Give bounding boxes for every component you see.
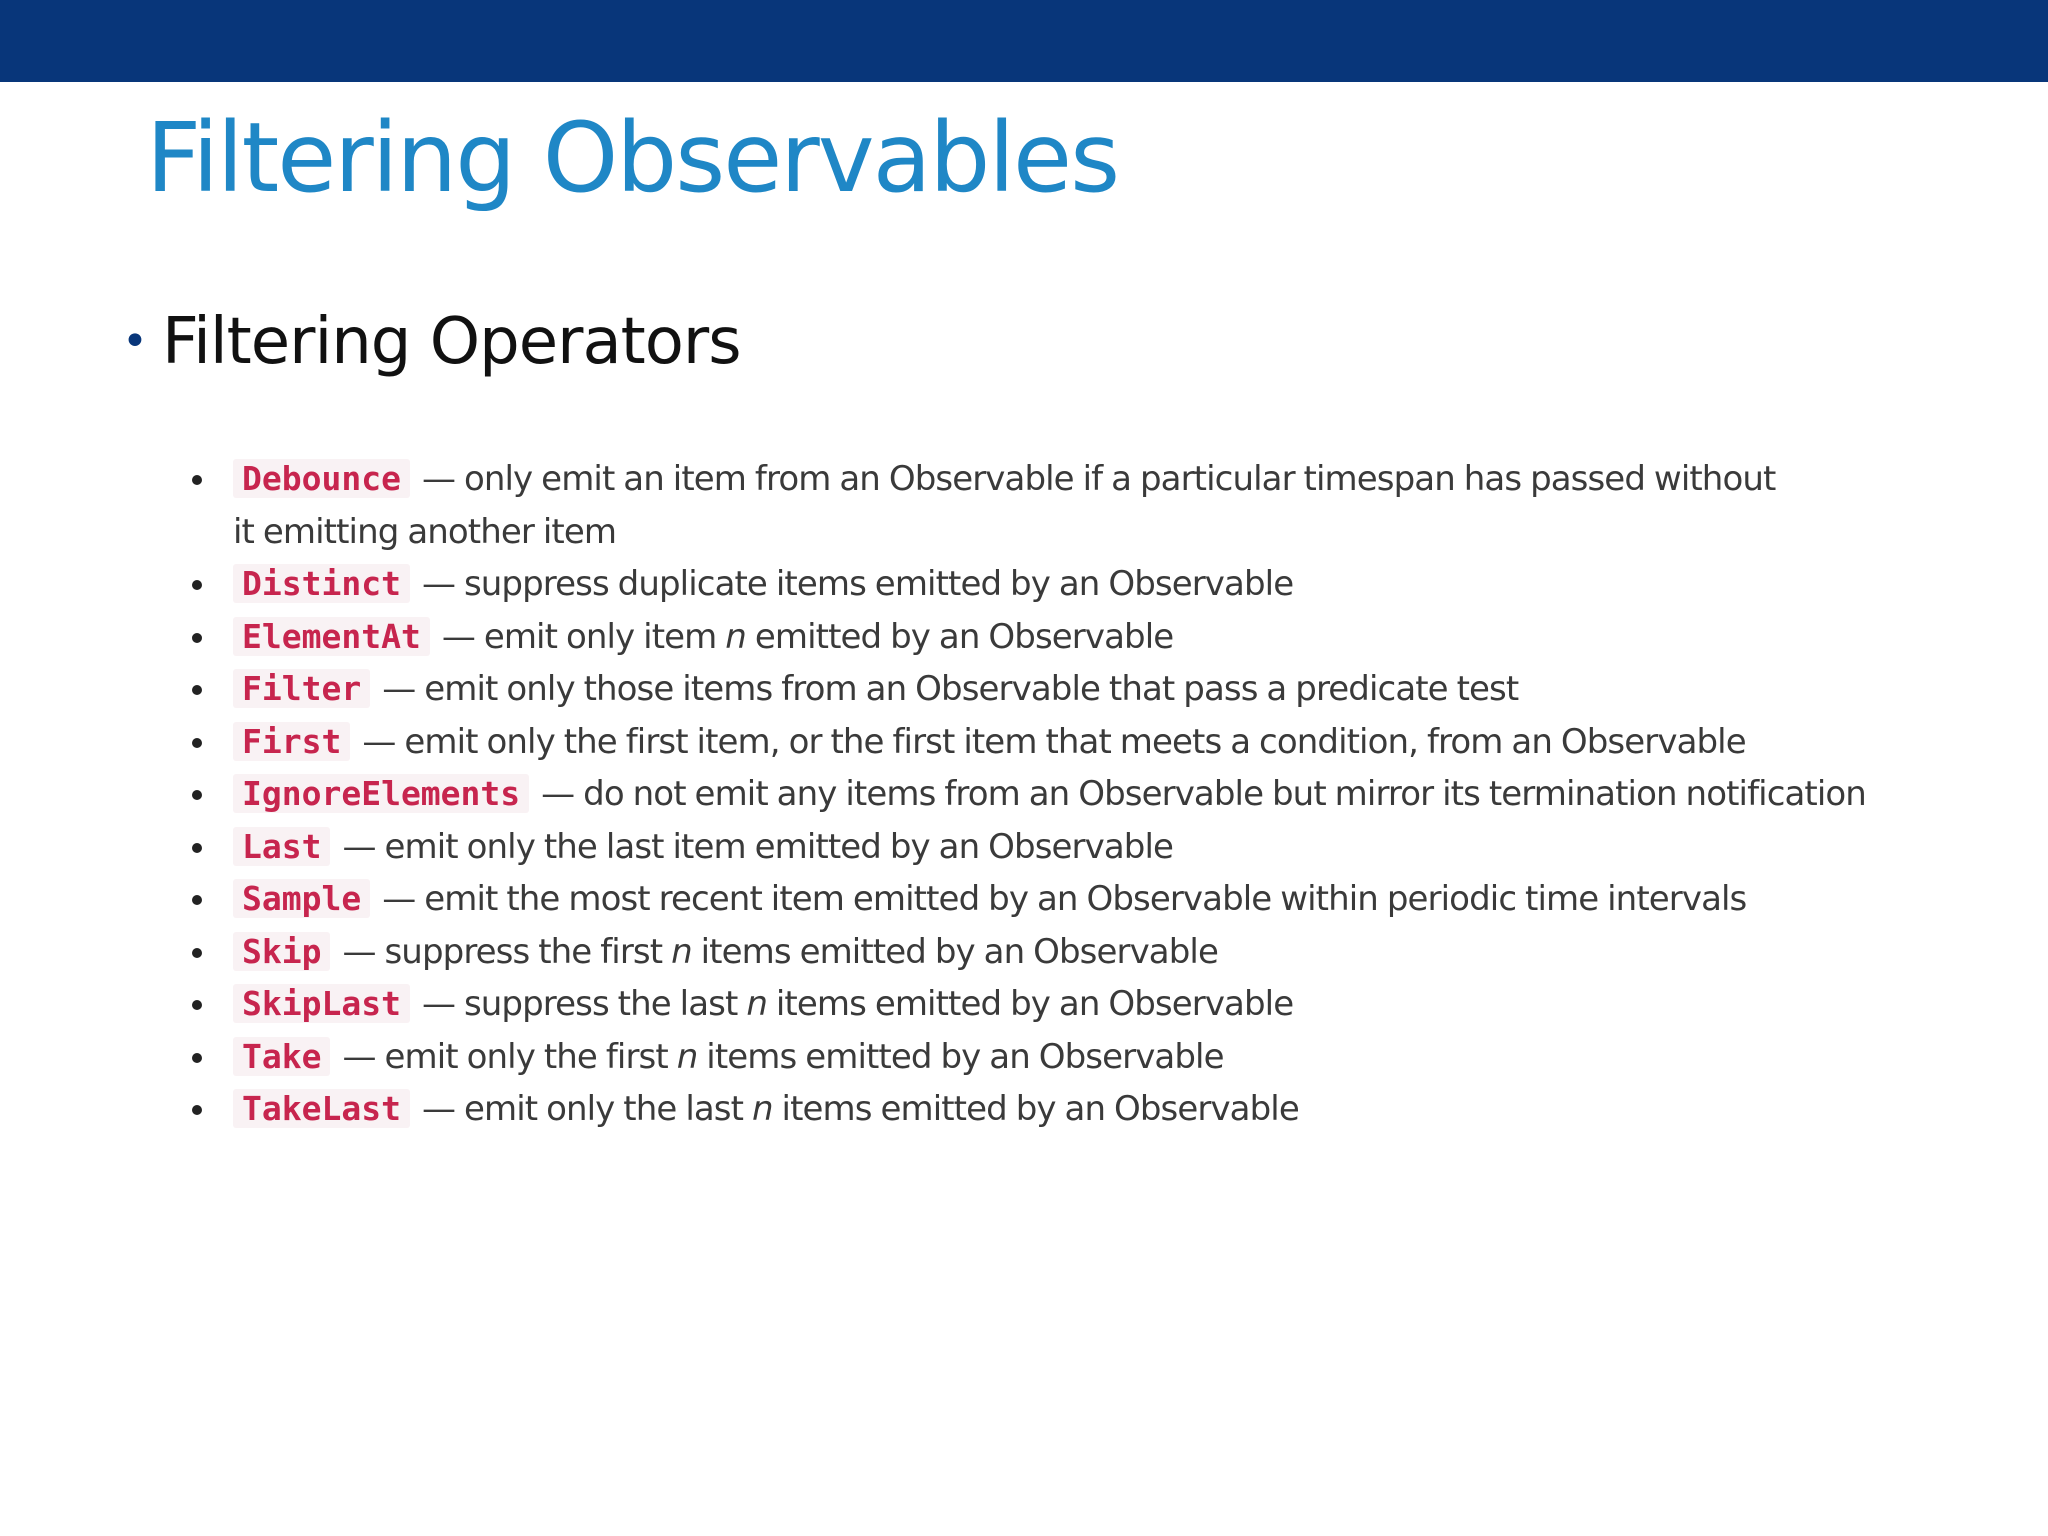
operator-item [0, 453, 2048, 558]
operator-name: ElementAt [233, 617, 430, 656]
bullet-icon [192, 1000, 202, 1010]
operator-item [0, 558, 2048, 611]
operator-item [0, 1031, 2048, 1084]
operator-description-variable: n [671, 931, 692, 972]
bullet-icon [192, 895, 202, 905]
operator-description-variable: n [725, 616, 746, 657]
operator-description-variable: n [746, 984, 767, 1024]
bullet-icon [192, 738, 202, 748]
operator-description-end: emitted by an Observable [745, 616, 1174, 657]
operator-item [0, 821, 2048, 874]
operator-description: — emit only the first item, or the first item that meets a condition, from an Observable [362, 721, 1746, 762]
operator-description: — emit the most recent item emitted by an Observable within periodic time intervals [382, 879, 1747, 919]
operator-description-end: items emitted by an Observable [697, 1036, 1224, 1077]
operator-name: Debounce [233, 459, 410, 498]
bullet-icon [192, 1053, 202, 1063]
operator-name: First [233, 722, 350, 761]
bullet-icon [192, 580, 202, 590]
operator-description: — emit only item [441, 616, 726, 657]
operator-description-variable: n [751, 1089, 773, 1129]
operator-item [0, 926, 2048, 979]
operator-description-end: items emitted by an Observable [766, 984, 1294, 1024]
operator-name: SkipLast [233, 984, 410, 1023]
operator-description: — suppress the first [342, 931, 672, 972]
operator-item [0, 768, 2048, 821]
operator-description: — emit only the last [421, 1089, 752, 1129]
operator-item [0, 1083, 2048, 1136]
operator-description-end: items emitted by an Observable [691, 931, 1218, 972]
bullet-icon [192, 948, 202, 958]
operator-name: Filter [233, 669, 370, 708]
slide-title: Filtering Observables [146, 102, 1119, 214]
operator-name: IgnoreElements [233, 774, 529, 813]
operator-name: Last [233, 827, 330, 866]
operator-item [0, 663, 2048, 716]
operator-item [0, 611, 2048, 664]
header-bar [0, 0, 2048, 82]
operator-description: — emit only the last item emitted by an Observable [342, 826, 1174, 867]
bullet-icon [192, 843, 202, 853]
operator-name: Take [233, 1037, 330, 1076]
operator-description: — only emit an item from an Observable if a particular timespan has passed without it emitting another item [233, 459, 1776, 552]
operator-description: — suppress the last [421, 984, 747, 1024]
bullet-icon [192, 475, 202, 485]
operator-name: Distinct [233, 564, 410, 603]
operator-name: Sample [233, 879, 370, 918]
operator-name: TakeLast [233, 1089, 410, 1128]
operator-item [0, 873, 2048, 926]
main-bullet-text: Filtering Operators [161, 305, 741, 379]
operator-description: — suppress duplicate items emitted by an Observable [421, 564, 1294, 604]
main-bullet [122, 302, 741, 382]
operator-description: — do not emit any items from an Observable but mirror its termination notification [541, 774, 1866, 814]
operator-item [0, 716, 2048, 769]
operator-description-end: items emitted by an Observable [772, 1089, 1299, 1129]
bullet-icon [192, 633, 202, 643]
bullet-icon [192, 790, 202, 800]
operator-description-variable: n [676, 1036, 698, 1077]
bullet-icon [192, 1105, 202, 1115]
bullet-icon [192, 685, 202, 695]
operator-item [0, 978, 2048, 1031]
operator-description: — emit only those items from an Observable that pass a predicate test [382, 669, 1519, 709]
operator-description: — emit only the first [342, 1036, 677, 1077]
operator-name: Skip [233, 932, 330, 971]
bullet-icon: • [122, 316, 148, 367]
operators-list [0, 453, 2048, 1136]
